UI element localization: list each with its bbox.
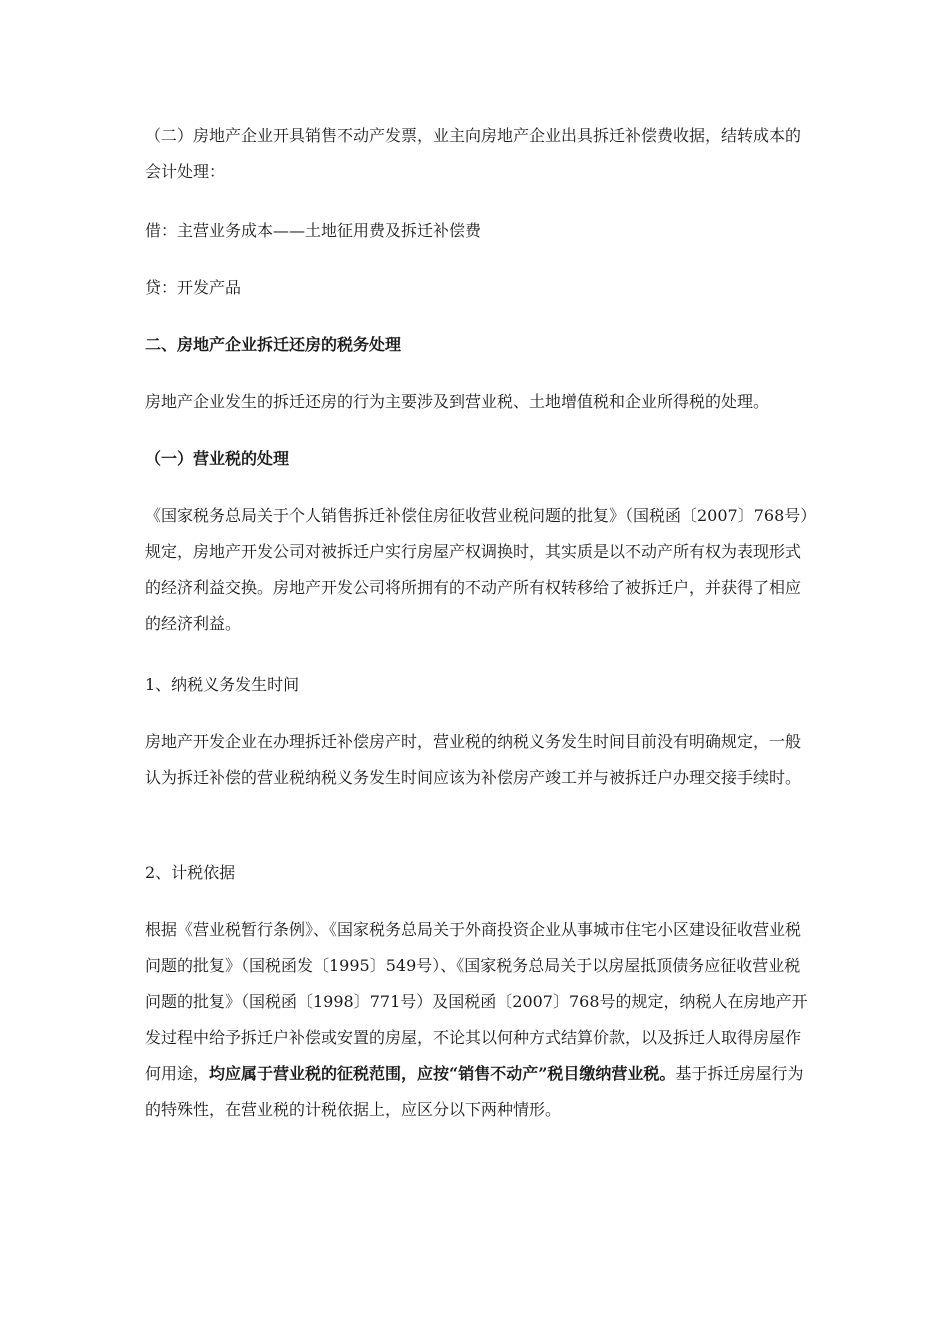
heading-obligation-time: 1、纳税义务发生时间 — [145, 675, 300, 694]
paragraph-obligation-time: 房地产开发企业在办理拆迁补偿房产时，营业税的纳税义务发生时间目前没有明确规定，一般认为拆迁补偿的营业税纳税义务发生时间应该为补偿房产竣工并与被拆迁户办理交接手续时。 — [145, 732, 802, 787]
heading-business-tax: （一）营业税的处理 — [145, 449, 290, 468]
tax-basis-bold: 均应属于营业税的征税范围，应按“销售不动产”税目缴纳营业税。 — [209, 1064, 676, 1083]
paragraph-accounting-entry: （二）房地产企业开具销售不动产发票，业主向房地产企业出具拆迁补偿费收据，结转成本的会计处理： — [145, 126, 802, 181]
tax-basis-text: 根据《营业税暂行条例》、《国家税务总局关于外商投资企业从事城市住宅小区建设征收营业税问题的批复》（国税函发〔1995〕549号）、《国家税务总局关于以房屋抵顶债务应征收营业税问题的批复》（国税函〔1998〕771号）及国税函〔2007〕768号的规定，纳税人在房地产开发过程中给予拆迁户补偿或安置的房屋，不论其以何种方式结算价款，以及拆迁人取得房屋作何用途， — [145, 920, 808, 1083]
paragraph-debit: 借：主营业务成本——土地征用费及拆迁补偿费 — [145, 221, 482, 240]
paragraph-tax-basis — [145, 912, 810, 1128]
heading-tax-treatment: 二、房地产企业拆迁还房的税务处理 — [145, 335, 402, 354]
heading-tax-basis: 2、计税依据 — [145, 863, 236, 882]
paragraph-credit: 贷：开发产品 — [145, 278, 242, 297]
paragraph-reply-document: 《国家税务总局关于个人销售拆迁补偿住房征收营业税问题的批复》（国税函〔2007〕768号）规定，房地产开发公司对被拆迁户实行房屋产权调换时，其实质是以不动产所有权为表现形式的经济利益交换。房地产开发公司将所拥有的不动产所有权转移给了被拆迁户，并获得了相应的经济利益。 — [145, 506, 809, 633]
tax-basis-tail: 基于拆迁房屋行为的特殊性，在营业税的计税依据上，应区分以下两种情形。 — [145, 1064, 804, 1119]
paragraph-taxes-involved: 房地产企业发生的拆迁还房的行为主要涉及到营业税、土地增值税和企业所得税的处理。 — [145, 392, 770, 411]
